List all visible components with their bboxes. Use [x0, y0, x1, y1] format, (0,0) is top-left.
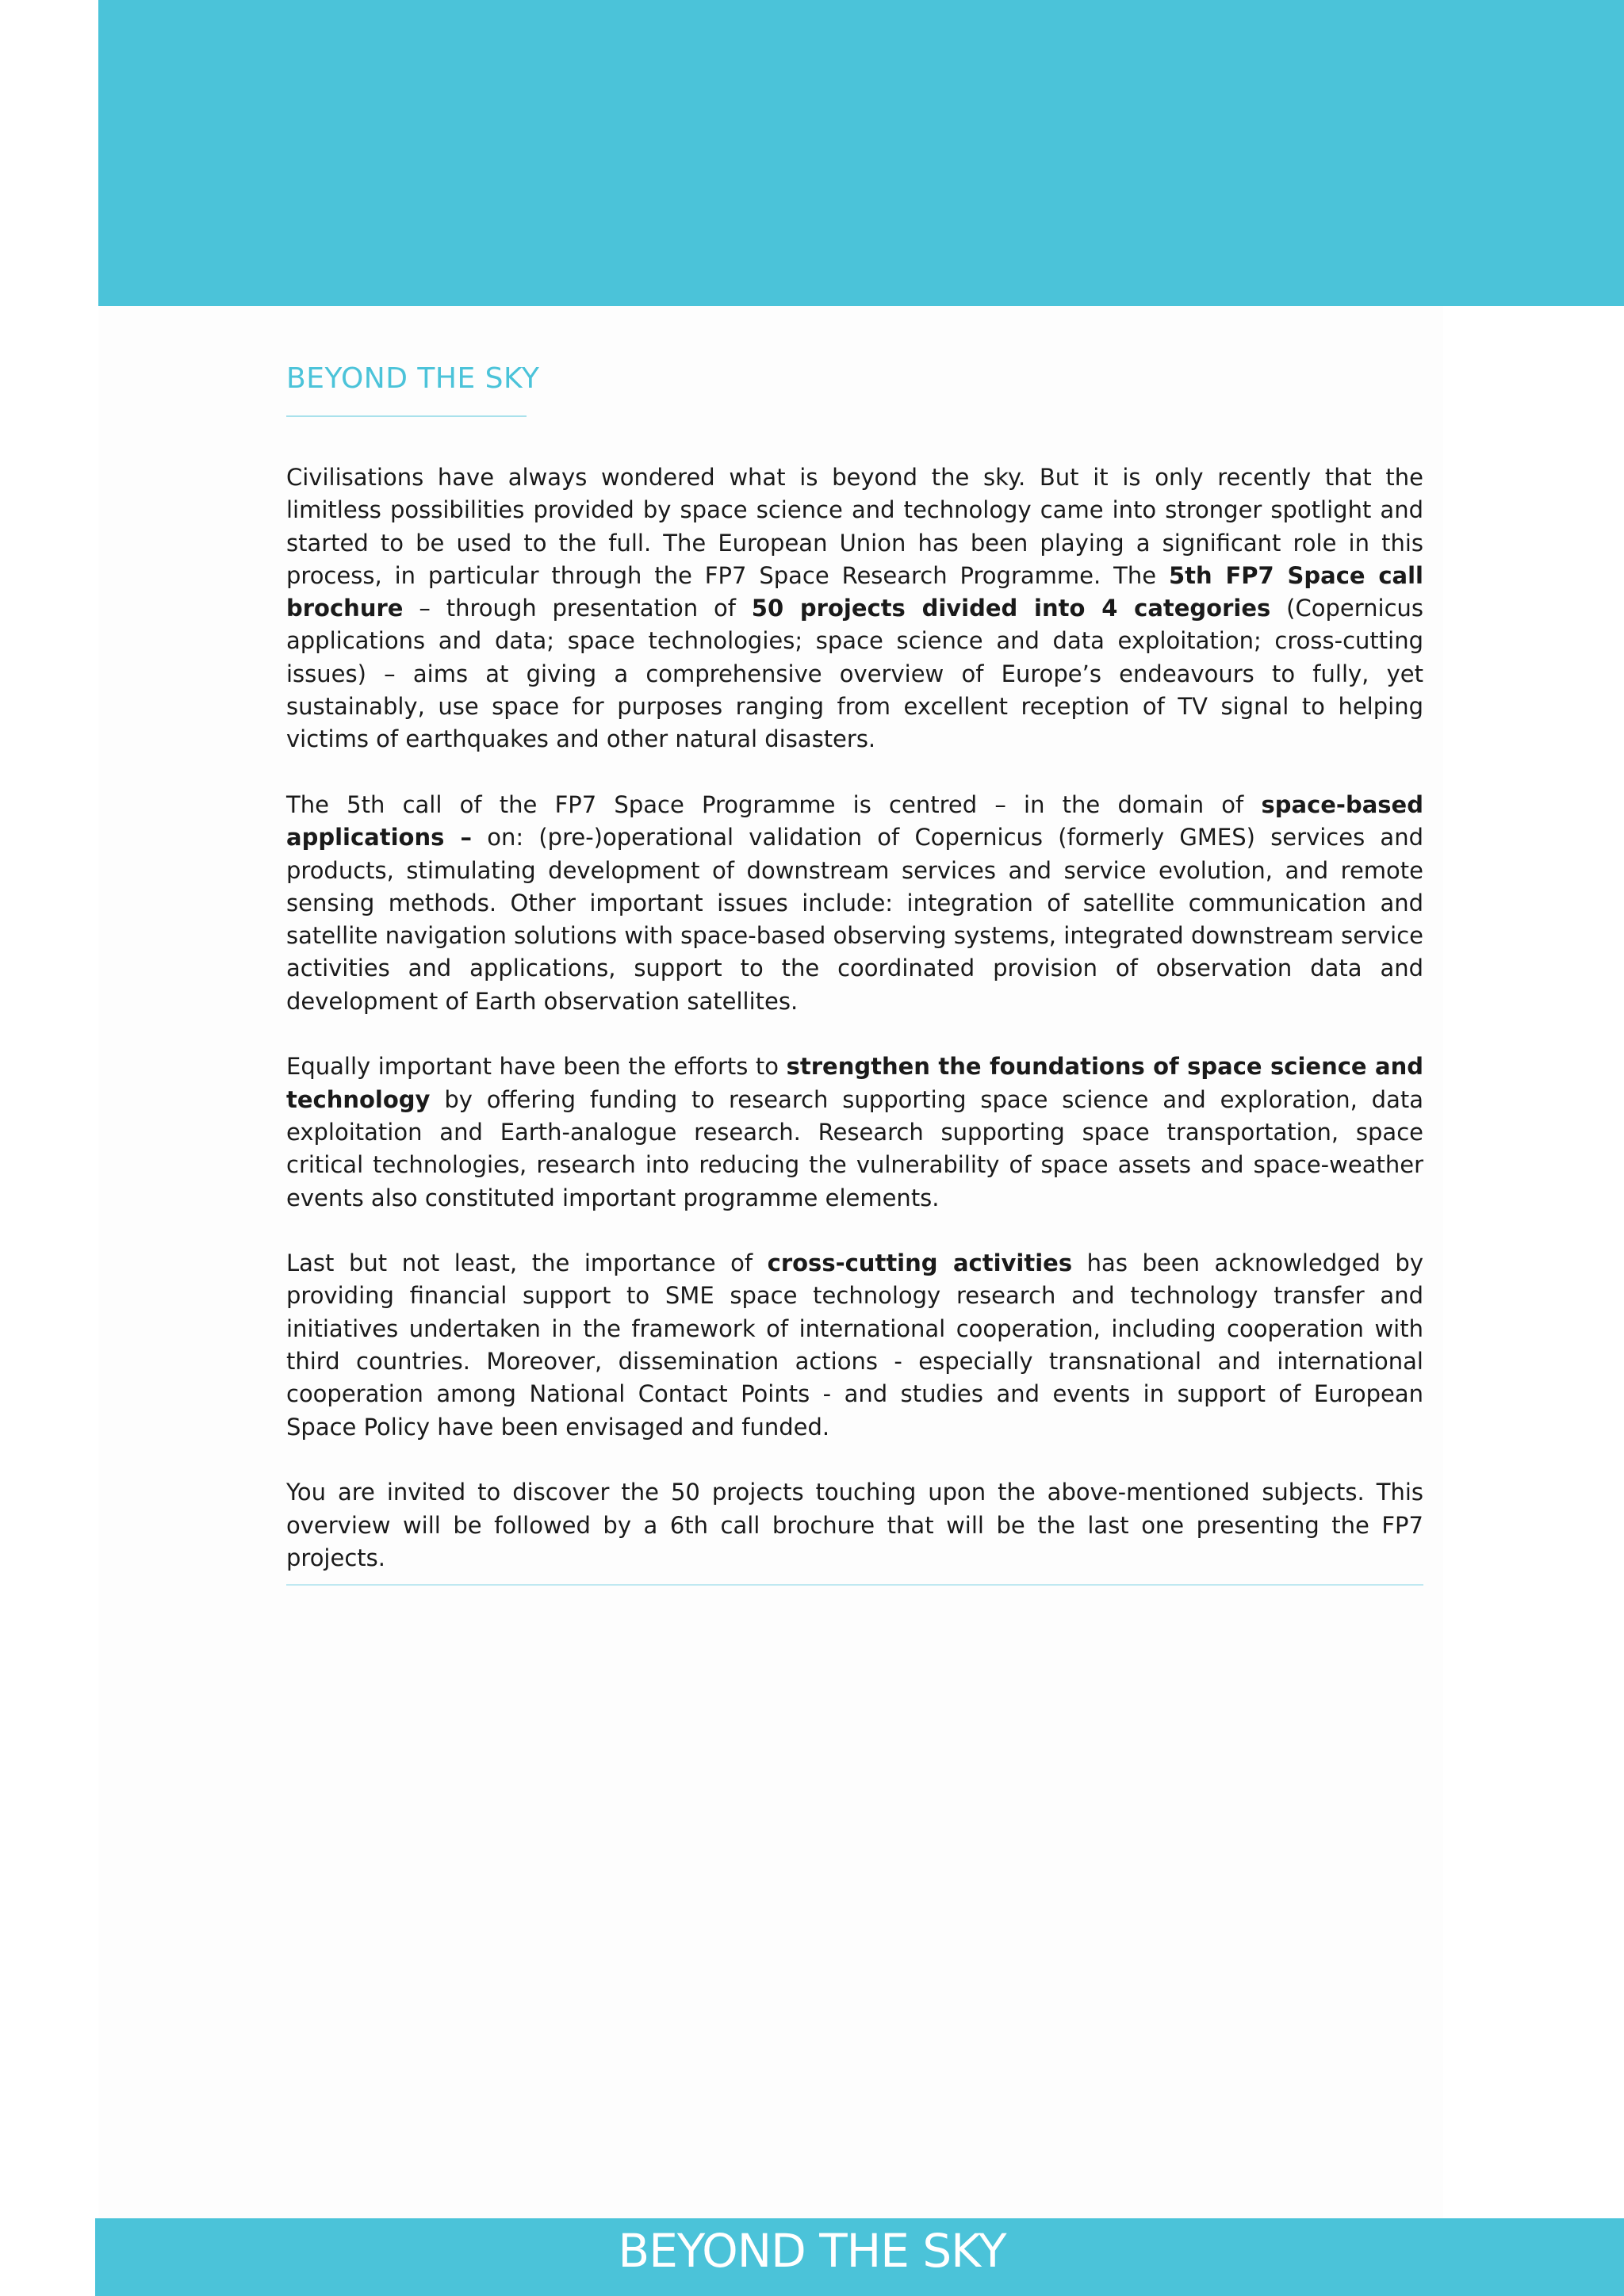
bold-phrase: space-based applications –: [286, 790, 1423, 851]
paragraph-foundations: [286, 1050, 1423, 1214]
paragraph-intro: [286, 461, 1423, 756]
title-underline: [286, 415, 527, 417]
section-title: BEYOND THE SKY: [286, 362, 540, 395]
article-body: [286, 461, 1423, 1575]
paragraph-text: by offering funding to research supporting space science and exploration, data exploitation and Earth-analogue research. Research supporting space transportation, space critical technologies, research into reducing the vulnerability of space assets and space-weather events also constituted important programme elements.: [286, 1085, 1423, 1211]
paragraph-text: Last but not least, the importance of: [286, 1249, 768, 1277]
paragraph-text: has been acknowledged by providing financial support to SME space technology research and technology transfer and initiatives undertaken in the framework of international cooperation, including cooperation with third countries. Moreover, dissemination actions - especially transnational and international cooperation among National Contact Points - and studies and events in support of European Space Policy have been envisaged and funded.: [286, 1249, 1423, 1441]
paragraph-invitation: [286, 1476, 1423, 1575]
paragraph-text: Civilisations have always wondered what is beyond the sky. But it is only recently that the limitless possibilities provided by space science and technology came into stronger spotlight and started to be used to the full. The European Union has been playing a significant role in this process, in particular through the FP7 Space Research Programme. The: [286, 464, 1423, 589]
bold-phrase: 50 projects divided into 4 categories: [751, 595, 1271, 622]
paragraph-text: Equally important have been the efforts to: [286, 1053, 787, 1081]
bold-phrase: cross-cutting activities: [767, 1249, 1073, 1277]
paragraph-text: on: (pre-)operational validation of Copernicus (formerly GMES) services and products, stimulating development of downstream services and service evolution, and remote sensing methods. Other important issues include: integration of satellite communication and satellite navigation solutions with space-based observing systems, integrated downstream service activities and applications, support to the coordinated provision of observation data and development of Earth observation satellites.: [286, 824, 1423, 1015]
paragraph-applications: [286, 789, 1423, 1018]
paragraph-text: The 5th call of the FP7 Space Programme is centred – in the domain of: [286, 790, 1262, 818]
paragraph-text: (Copernicus applications and data; space technologies; space science and data exploitation; cross-cutting issues) – aims at giving a comprehensive overview of Europe’s endeavours to fully, yet sustainably, use space for purposes ranging from excellent reception of TV signal to helping victims of earthquakes and other natural disasters.: [286, 595, 1423, 753]
footer-title: BEYOND THE SKY: [618, 2224, 1006, 2278]
header-banner: [98, 0, 1624, 306]
content-divider: [286, 1584, 1423, 1586]
footer-banner: [95, 2218, 1624, 2296]
bold-phrase: 5th FP7 Space call brochure: [286, 561, 1423, 622]
paragraph-text: – through presentation of: [403, 595, 752, 622]
bold-phrase: strengthen the foundations of space science and technology: [286, 1053, 1423, 1113]
paragraph-text: You are invited to discover the 50 projects touching upon the above-mentioned subjects. This overview will be followed by a 6th call brochure that will be the last one presenting the FP7 projects.: [286, 1479, 1423, 1571]
paragraph-cross-cutting: [286, 1247, 1423, 1444]
